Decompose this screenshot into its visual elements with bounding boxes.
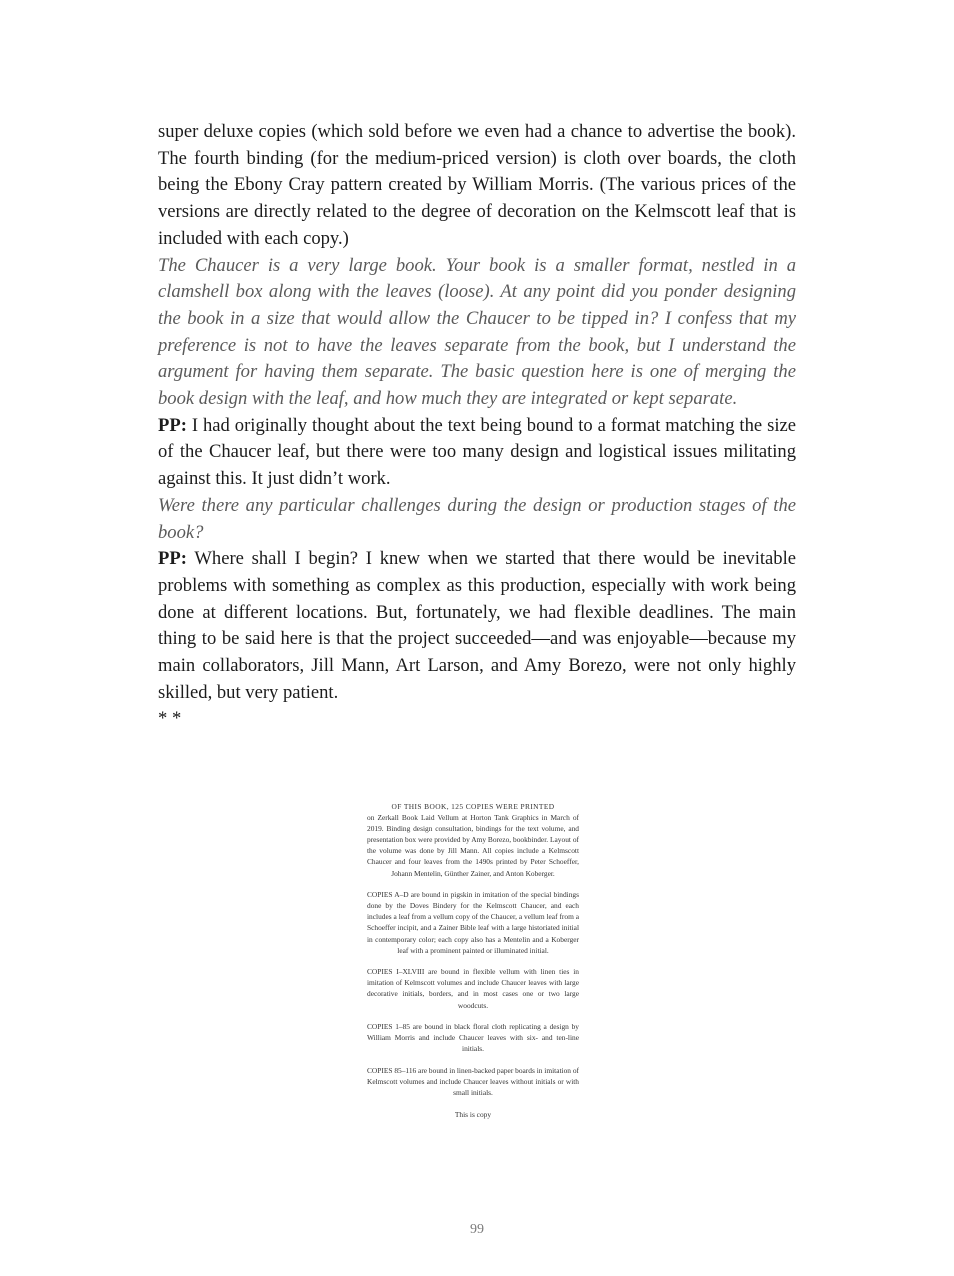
answer-text: I had originally thought about the text being bound to a format matching the size of the Chaucer leaf, but there were too many design and logistical issues militating against this. It just didn’t work. — [158, 414, 796, 490]
colophon-image — [367, 801, 579, 1130]
colophon-intro: on Zerkall Book Laid Vellum at Horton Tank Graphics in March of 2019. Binding design consultation, bindings for the text volume, and presentation box were provided by Amy Borezo, bookbinder. Layout of the volume was done by Jill Mann. All copies include a Kelmscott Chaucer and four leaves from the 1490s printed by Peter Schoeffer, Johann Mentelin, Günther Zainer, and Anton Koberger. — [367, 813, 579, 878]
colophon-copies-paper: COPIES 85–116 are bound in linen-backed paper boards in imitation of Kelmscott volumes and include Chaucer leaves without initials or with small initials. — [367, 1065, 579, 1098]
page-number: 99 — [470, 1222, 484, 1237]
speaker-label: PP: — [158, 548, 187, 570]
body-paragraph: super deluxe copies (which sold before we even had a chance to advertise the book). The fourth binding (for the medium-priced version) is cloth over boards, the cloth being the Ebony Cray pattern created by William Morris. (The various prices of the versions are directly related to the degree of decoration on the Kelmscott leaf that is included with each copy.) — [158, 121, 796, 249]
colophon-copies-cloth: COPIES 1–85 are bound in black floral cloth replicating a design by William Morris and include Chaucer leaves with six- and ten-line initials. — [367, 1022, 579, 1054]
answer-text: Where shall I begin? I knew when we started that there would be inevitable problems with something as complex as this production, especially with work being done at different locations. But, fortunately, we had flexible deadlines. The main thing to be said here is that the project succeeded—and was enjoyable—because my main collaborators, Jill Mann, Art Larson, and Amy Borezo, were not only highly skilled, but very patient. — [158, 548, 796, 703]
colophon-heading: OF THIS BOOK, 125 COPIES WERE PRINTED — [391, 802, 555, 811]
speaker-label: PP: — [158, 414, 187, 436]
colophon-copies-roman: COPIES I–XLVIII are bound in flexible vellum with linen ties in imitation of Kelmscott volumes and include Chaucer leaves with large decorative initials, borders, and in most cases one or two large woodcuts. — [367, 967, 579, 1010]
interview-question: The Chaucer is a very large book. Your book is a smaller format, nestled in a clamshell box along with the leaves (loose). At any point did you ponder designing the book in a size that would allow the Chaucer to be tipped in? I confess that my preference is not to have the leaves separate from the book, but I understand the argument for having them separate. The basic question here is one of merging the book design with the leaf, and how much they are integrated or kept separate. — [158, 254, 796, 410]
interview-answer — [158, 413, 796, 493]
section-separator: * * — [158, 708, 182, 730]
interview-answer — [158, 546, 796, 706]
interview-question: Were there any particular challenges during the design or production stages of the book? — [158, 494, 796, 543]
main-text — [158, 119, 796, 733]
colophon-copy-line: This is copy — [454, 1109, 492, 1119]
colophon-copies-ad: COPIES A–D are bound in pigskin in imitation of the special bindings done by the Doves Bindery for the Kelmscott Chaucer, and each includes a leaf from a vellum copy of the Chaucer, a vellum leaf from a Schoeffer incipit, and a Zainer Bible leaf with a large historiated initial in contemporary color; each copy also has a Mentelin and a Koberger leaf with a prominent painted or illuminated initial. — [367, 890, 579, 955]
